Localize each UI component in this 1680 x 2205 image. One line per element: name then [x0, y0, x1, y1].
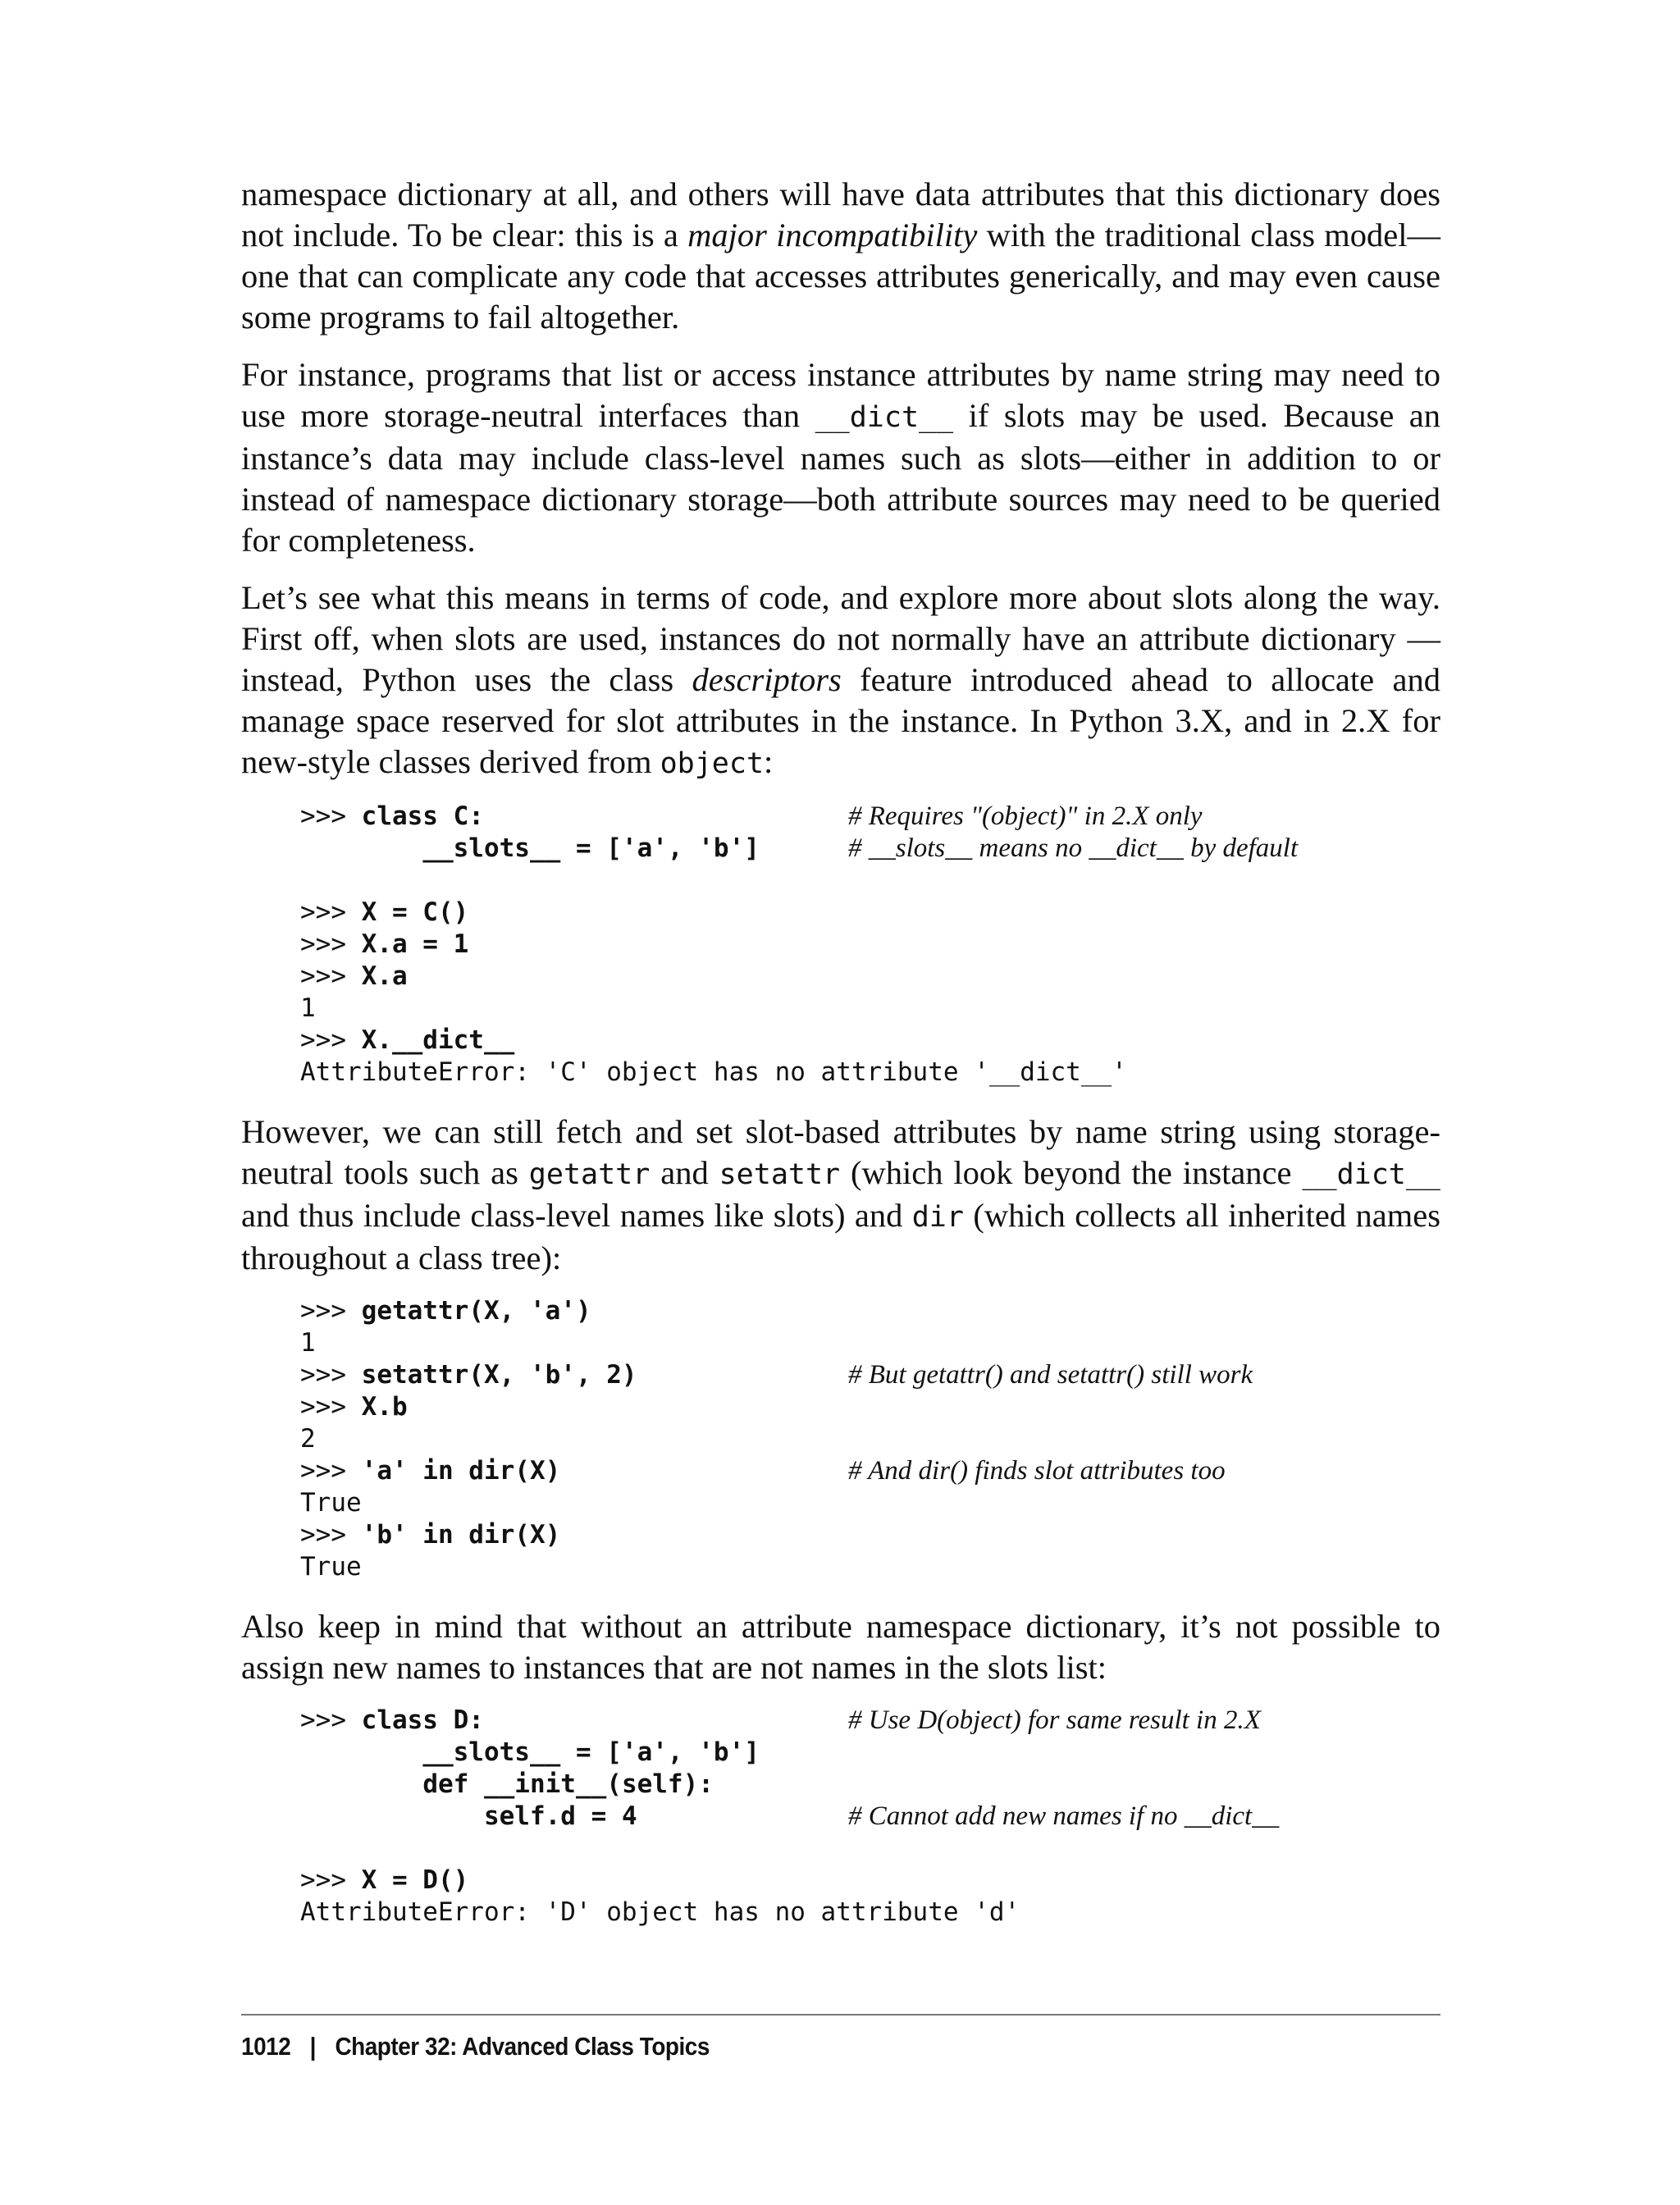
code-input: X = C()	[361, 897, 469, 927]
inline-code-getattr: getattr	[528, 1158, 651, 1191]
code-input: X.a	[361, 961, 408, 991]
code-input: __slots__ = ['a', 'b']	[422, 833, 760, 863]
code-prompt: >>>	[300, 801, 362, 831]
inline-code-dict: __dict__	[1302, 1158, 1440, 1191]
code-prompt: >>>	[300, 929, 362, 959]
page-body	[241, 174, 1440, 1952]
code-line	[300, 1551, 1440, 1583]
code-comment: # __slots__ means no __dict__ by default	[848, 833, 1299, 863]
code-prompt	[300, 1769, 422, 1799]
paragraph-4: However, we can still fetch and set slot-based attributes by name string using storage-neutral tools such as getattr and setattr (which look beyond the instance __dict__ and thus include class-level names like slots) and dir (which collects all inherited names throughout a class tree):	[241, 1113, 1440, 1276]
code-line	[300, 1897, 1440, 1929]
inline-code-object: object	[660, 747, 765, 780]
code-input: 'a' in dir(X)	[361, 1456, 561, 1486]
code-line	[300, 1737, 1440, 1769]
code-line	[300, 897, 1440, 929]
code-input: setattr(X, 'b', 2)	[361, 1360, 637, 1390]
code-line	[300, 801, 1440, 833]
code-prompt	[300, 1737, 422, 1767]
code-line	[300, 1833, 1440, 1865]
inline-code-dir: dir	[911, 1201, 964, 1234]
code-line	[300, 1487, 1440, 1519]
code-prompt	[300, 1801, 484, 1831]
emphasis-descriptors: descriptors	[692, 661, 842, 698]
code-prompt: True	[300, 1488, 362, 1518]
code-line	[300, 1801, 1440, 1833]
code-prompt: AttributeError: 'D' object has no attribute 'd'	[300, 1897, 1020, 1927]
footer-rule	[241, 2014, 1440, 2016]
page-number: 1012	[241, 2032, 291, 2061]
code-line	[300, 1359, 1440, 1391]
paragraph-1: namespace dictionary at all, and others will have data attributes that this dictionary does not include. To be clear: this is a major incompatibility with the traditional class model—one that can complicate any code that accesses attributes generically, and may even cause some programs to fail altogether.	[241, 176, 1440, 336]
code-line	[300, 1455, 1440, 1487]
code-input: X.__dict__	[361, 1025, 515, 1055]
code-input: getattr(X, 'a')	[361, 1296, 591, 1326]
code-input: class D:	[361, 1705, 484, 1735]
code-comment: # And dir() finds slot attributes too	[848, 1456, 1226, 1486]
paragraph-5: Also keep in mind that without an attribute namespace dictionary, it’s not possible to assign new names to instances that are not names in the slots list:	[241, 1608, 1440, 1686]
code-line	[300, 1391, 1440, 1423]
code-line	[300, 1769, 1440, 1801]
footer-text	[241, 2032, 1321, 2061]
code-line	[300, 961, 1440, 993]
code-comment: # Use D(object) for same result in 2.X	[848, 1705, 1261, 1735]
code-input: 'b' in dir(X)	[361, 1520, 561, 1550]
code-input: self.d = 4	[483, 1801, 637, 1831]
code-comment: # But getattr() and setattr() still work	[848, 1360, 1253, 1390]
code-line	[300, 1025, 1440, 1057]
code-prompt: True	[300, 1552, 362, 1582]
code-prompt: >>>	[300, 1360, 362, 1390]
code-prompt: >>>	[300, 1865, 362, 1895]
code-prompt: >>>	[300, 1520, 362, 1550]
code-input: X.b	[361, 1392, 408, 1422]
code-prompt: >>>	[300, 1025, 362, 1055]
code-input: X = D()	[361, 1865, 469, 1895]
code-line	[300, 993, 1440, 1025]
code-input: __slots__ = ['a', 'b']	[422, 1737, 760, 1767]
code-block-slots-class-c	[300, 801, 1440, 1089]
code-prompt: 1	[300, 1328, 316, 1358]
code-line	[300, 1295, 1440, 1327]
code-line	[300, 1423, 1440, 1455]
code-line	[300, 1865, 1440, 1897]
code-input: class C:	[361, 801, 484, 831]
code-line	[300, 1705, 1440, 1737]
code-comment: # Cannot add new names if no __dict__	[848, 1801, 1280, 1831]
paragraph-2: For instance, programs that list or access instance attributes by name string may need to use more storage-neutral interfaces than __dict__ if slots may be used. Because an instance’s data may include class-level names such as slots—either in addition to or instead of namespace dictionary storage—both attribute sources may need to be queried for completeness.	[241, 356, 1440, 559]
inline-code-dict: __dict__	[815, 401, 954, 434]
emphasis-major-incompatibility: major incompatibility	[687, 217, 978, 253]
code-block-getattr-setattr	[300, 1295, 1440, 1583]
code-prompt: 1	[300, 993, 316, 1023]
code-prompt: AttributeError: 'C' object has no attribute '__dict__'	[300, 1057, 1127, 1087]
code-input: X.a = 1	[361, 929, 469, 959]
code-prompt	[300, 833, 422, 863]
code-prompt: >>>	[300, 1296, 362, 1326]
page-footer	[241, 2014, 1440, 2061]
code-prompt: >>>	[300, 961, 362, 991]
chapter-title: Chapter 32: Advanced Class Topics	[335, 2032, 710, 2061]
code-line	[300, 929, 1440, 961]
code-prompt: >>>	[300, 1705, 362, 1735]
footer-separator: |	[309, 2032, 317, 2061]
code-line	[300, 1519, 1440, 1551]
code-prompt: >>>	[300, 1456, 362, 1486]
inline-code-setattr: setattr	[719, 1158, 841, 1191]
code-line	[300, 1057, 1440, 1089]
code-line	[300, 1327, 1440, 1359]
paragraph-3: Let’s see what this means in terms of code, and explore more about slots along the way. First off, when slots are used, instances do not normally have an attribute dictionary —instead, Python uses the class descriptors feature introduced ahead to allocate and manage space reserved for slot attributes in the instance. In Python 3.X, and in 2.X for new-style classes derived from object:	[241, 579, 1440, 780]
code-prompt: 2	[300, 1424, 316, 1454]
code-prompt: >>>	[300, 1392, 362, 1422]
code-line	[300, 865, 1440, 897]
code-prompt: >>>	[300, 897, 362, 927]
code-block-slots-class-d	[300, 1705, 1440, 1929]
code-line	[300, 833, 1440, 865]
code-comment: # Requires "(object)" in 2.X only	[848, 801, 1203, 831]
code-input: def __init__(self):	[422, 1769, 714, 1799]
